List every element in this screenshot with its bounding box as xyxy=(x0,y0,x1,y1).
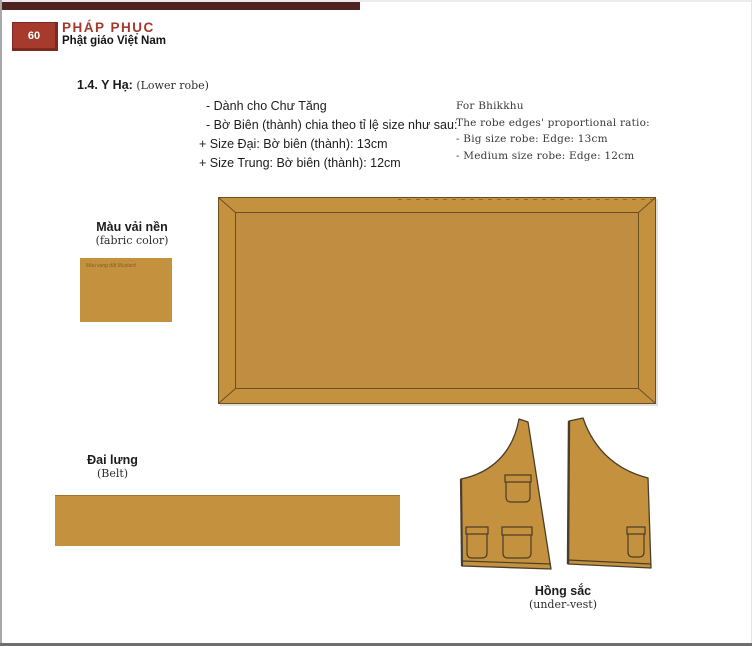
section-heading-en: (Lower robe) xyxy=(136,79,209,92)
note-line: + Size Đại: Bờ biên (thành): 13cm xyxy=(199,137,388,151)
fabric-color-swatch xyxy=(80,258,172,322)
fabric-color-label xyxy=(82,220,182,247)
fabric-swatch-caption: Màu vàng đất Mustard xyxy=(86,263,136,269)
header-accent-bar xyxy=(2,2,360,10)
belt-diagram xyxy=(55,495,400,546)
vest-right-piece xyxy=(568,418,651,568)
note-line: - Bờ Biên (thành) chia theo tỉ lệ size như sau: xyxy=(206,118,458,132)
fabric-label-en: (fabric color) xyxy=(95,234,169,247)
belt-label-en: (Belt) xyxy=(96,467,129,480)
under-vest-label-vi: Hồng sắc xyxy=(534,584,592,598)
under-vest-label-en: (under-vest) xyxy=(528,598,598,611)
page-number-badge: 60 xyxy=(12,22,58,51)
lower-robe-diagram xyxy=(218,197,656,405)
notes-english xyxy=(456,98,650,164)
belt-label-vi: Đai lưng xyxy=(87,453,138,467)
under-vest-diagram xyxy=(453,412,658,577)
section-heading-vi: 1.4. Y Hạ: xyxy=(77,78,133,92)
note-line: For Bhikkhu xyxy=(456,100,524,112)
fabric-label-vi: Màu vải nền xyxy=(96,220,168,234)
doc-subtitle: Phật giáo Việt Nam xyxy=(62,35,166,47)
note-line: - Dành cho Chư Tăng xyxy=(206,99,327,113)
under-vest-label xyxy=(500,584,626,611)
page-left-border xyxy=(0,0,2,646)
belt-label xyxy=(60,453,165,480)
section-heading xyxy=(77,78,209,92)
note-line: + Size Trung: Bờ biên (thành): 12cm xyxy=(199,156,401,170)
note-line: The robe edges' proportional ratio: xyxy=(456,116,650,129)
note-line: - Medium size robe: Edge: 12cm xyxy=(456,149,635,162)
note-line: - Big size robe: Edge: 13cm xyxy=(456,133,608,145)
doc-title: PHÁP PHỤC xyxy=(62,20,155,35)
notes-vietnamese xyxy=(199,97,457,173)
